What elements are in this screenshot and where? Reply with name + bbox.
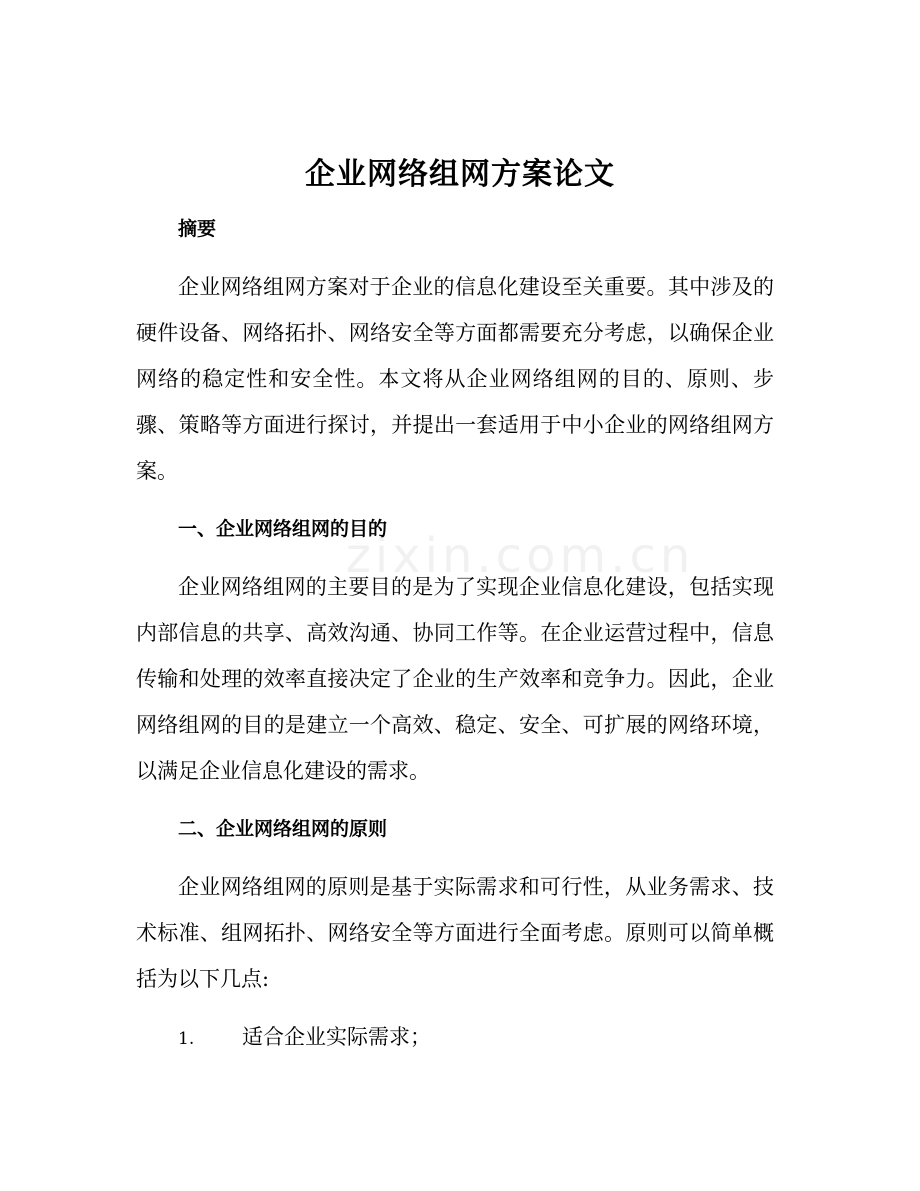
list-item-text: 适合企业实际需求； [242, 1025, 431, 1049]
section-2-heading: 二、企业网络组网的原则 [178, 818, 388, 840]
section-1-paragraph: 企业网络组网的主要目的是为了实现企业信息化建设，包括实现内部信息的共享、高效沟通、协同工作等。在企业运营过程中，信息传输和处理的效率直接决定了企业的生产效率和竞争力。因此，企业网络组网的目的是建立一个高效、稳定、安全、可扩展的网络环境，以满足企业信息化建设的需求。 [136, 575, 774, 783]
list-item-number: 1. [178, 1029, 195, 1049]
section-1-heading: 一、企业网络组网的目的 [178, 518, 388, 540]
list-item [178, 1022, 431, 1054]
watermark: zixin.com.cn [345, 528, 695, 584]
section-2-paragraph: 企业网络组网的原则是基于实际需求和可行性，从业务需求、技术标准、组网拓扑、网络安全等方面进行全面考虑。原则可以简单概括为以下几点: [136, 875, 774, 991]
document-title: 企业网络组网方案论文 [305, 157, 615, 192]
abstract-paragraph: 企业网络组网方案对于企业的信息化建设至关重要。其中涉及的硬件设备、网络拓扑、网络安全等方面都需要充分考虑，以确保企业网络的稳定性和安全性。本文将从企业网络组网的目的、原则、步骤、策略等方面进行探讨，并提出一套适用于中小企业的网络组网方案。 [136, 275, 774, 483]
abstract-heading: 摘要 [178, 218, 217, 240]
